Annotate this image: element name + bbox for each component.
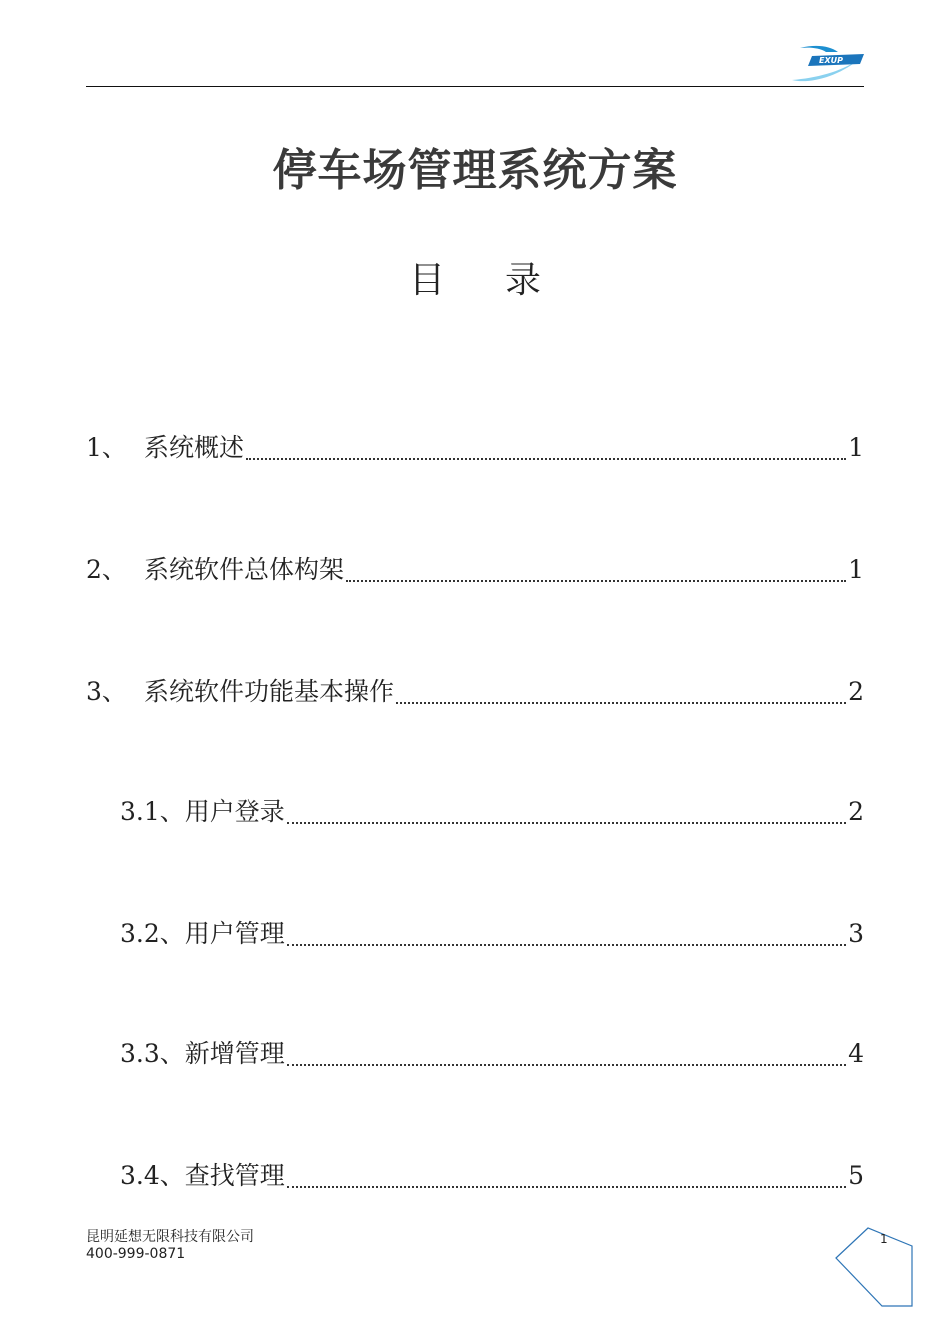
footer-company-name: 昆明延想无限科技有限公司: [86, 1229, 254, 1245]
logo-text: EXUP: [819, 56, 843, 65]
toc-leader-dots: [287, 1064, 846, 1066]
toc-entry-label: 用户管理: [184, 919, 285, 948]
toc-entry-page: 2: [848, 797, 864, 826]
toc-entry-label: 新增管理: [184, 1039, 285, 1068]
toc-leader-dots: [287, 944, 846, 946]
toc-heading-char-2: 录: [505, 260, 542, 301]
toc-entry[interactable]: [86, 428, 864, 468]
toc-heading-char-1: 目: [408, 260, 445, 301]
page-number: 1: [880, 1232, 888, 1246]
toc-entry[interactable]: [86, 550, 864, 590]
toc-entry-number: 3.1、: [120, 797, 185, 826]
toc-entry-number: 3.4、: [120, 1161, 185, 1190]
toc-entry-number: 3.3、: [120, 1039, 185, 1068]
toc-entry-label: 用户登录: [184, 797, 285, 826]
toc-entry-page: 5: [848, 1161, 864, 1190]
toc-entry-page: 3: [848, 919, 864, 948]
toc-entry-page: 1: [848, 433, 864, 462]
toc-entry-number: 3.2、: [120, 919, 185, 948]
company-logo: [786, 40, 866, 84]
toc-entry-label: 查找管理: [184, 1161, 285, 1190]
header-rule: [86, 86, 864, 87]
toc-leader-dots: [246, 458, 846, 460]
toc-leader-dots: [346, 580, 846, 582]
toc-entry[interactable]: [120, 914, 864, 954]
toc-entry-number: 3、: [86, 677, 127, 706]
toc-entry[interactable]: [86, 672, 864, 712]
toc-entry-number: 2、: [86, 555, 127, 584]
pentagon-arrow-icon: [834, 1226, 916, 1310]
toc-entry-label: 系统软件总体构架: [144, 555, 345, 584]
toc-leader-dots: [287, 1186, 846, 1188]
toc-entry-label: 系统软件功能基本操作: [144, 677, 395, 706]
toc-heading: [0, 252, 950, 303]
toc-entry-page: 1: [848, 555, 864, 584]
toc-leader-dots: [287, 822, 846, 824]
toc-entry-number: 1、: [86, 433, 127, 462]
toc-entry[interactable]: [120, 1034, 864, 1074]
toc-entry-label: 系统概述: [144, 433, 245, 462]
toc-entry-page: 4: [848, 1039, 864, 1068]
toc-entry[interactable]: [120, 792, 864, 832]
toc-leader-dots: [396, 702, 846, 704]
toc-entry-page: 2: [848, 677, 864, 706]
toc-entry[interactable]: [120, 1156, 864, 1196]
document-title: 停车场管理系统方案: [272, 145, 678, 196]
footer-phone: 400-999-0871: [86, 1246, 186, 1262]
